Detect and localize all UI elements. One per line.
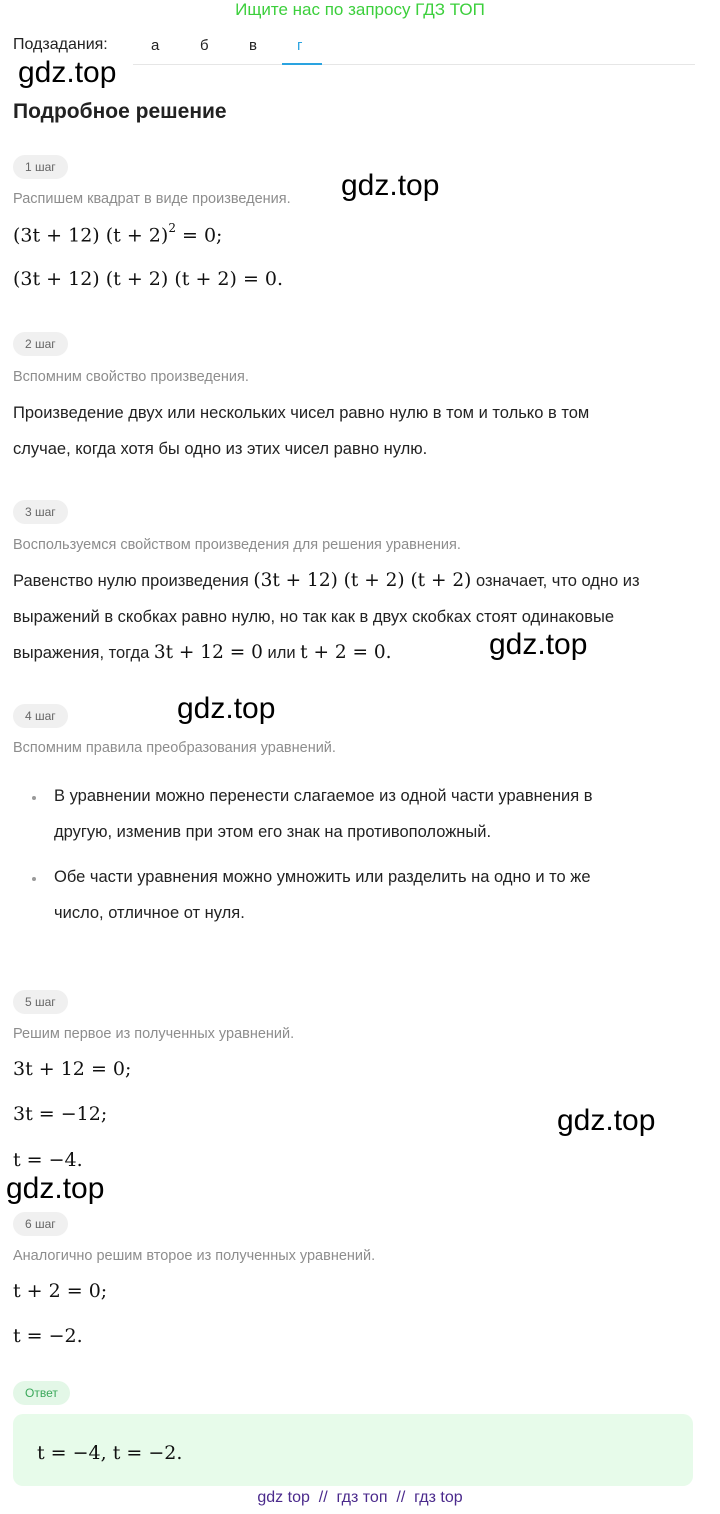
subtask-tab-a[interactable]: а [151,37,160,54]
step-hint: Вспомним правила преобразования уравнений. [13,740,336,756]
math-line: t = −4. [13,1149,83,1171]
bullet-text: В уравнении можно перенести слагаемое из одной части уравнения в [54,787,593,805]
math-line: t = −2. [13,1325,83,1347]
footer-links: gdz top // гдз топ // гдз top [257,1489,463,1506]
step-hint: Распишем квадрат в виде произведения. [13,191,291,207]
bullet-text: Обе части уравнения можно умножить или разделить на одно и то же [54,868,591,886]
step-badge: 5 шаг [13,990,68,1014]
text-line: выражения, тогда 3t + 12 = 0 или t + 2 = 0. [13,642,392,663]
page-title: Подробное решение [13,100,227,123]
promo-banner: Ищите нас по запросу ГДЗ ТОП [235,0,485,19]
watermark: gdz.top [18,56,117,89]
math-line: 3t = −12; [13,1103,108,1125]
math-line: (3t + 12) (t + 2) (t + 2) = 0. [13,268,284,290]
bullet-dot [32,877,36,881]
bullet-text: другую, изменив при этом его знак на противоположный. [54,823,492,841]
step-hint: Воспользуемся свойством произведения для решения уравнения. [13,537,461,553]
step-badge: 1 шаг [13,155,68,179]
watermark: gdz.top [6,1172,105,1205]
subtasks-label: Подзадания: [13,36,108,53]
watermark: gdz.top [177,692,276,725]
text-line: Произведение двух или нескольких чисел равно нулю в том и только в том [13,404,590,422]
math-line: t + 2 = 0; [13,1280,108,1302]
bullet-text: число, отличное от нуля. [54,904,245,922]
text-line: выражений в скобках равно нулю, но так как в двух скобках стоят одинаковые [13,608,615,626]
text-line: случае, когда хотя бы одно из этих чисел равно нулю. [13,440,428,458]
answer-value: t = −4, t = −2. [37,1442,183,1464]
subtask-tab-g[interactable]: г [297,37,303,54]
active-tab-indicator [282,63,322,65]
step-badge: 4 шаг [13,704,68,728]
subtask-tab-v[interactable]: в [249,37,257,54]
bullet-dot [32,796,36,800]
tabs-divider [133,64,695,65]
math-line: 3t + 12 = 0; [13,1058,132,1080]
step-hint: Решим первое из полученных уравнений. [13,1026,295,1042]
watermark: gdz.top [341,169,440,202]
step-hint: Вспомним свойство произведения. [13,369,249,385]
watermark: gdz.top [557,1104,656,1137]
step-hint: Аналогично решим второе из полученных уравнений. [13,1248,376,1264]
text-line: Равенство нулю произведения (3t + 12) (t + 2) (t + 2) означает, что одно из [13,570,640,591]
step-badge: 2 шаг [13,332,68,356]
answer-badge: Ответ [13,1381,70,1405]
math-line: (3t + 12) $(t + 2)^2 = 0$; [13,221,223,247]
step-badge: 6 шаг [13,1212,68,1236]
watermark: gdz.top [489,628,588,661]
subtask-tab-b[interactable]: б [200,37,209,54]
step-badge: 3 шаг [13,500,68,524]
